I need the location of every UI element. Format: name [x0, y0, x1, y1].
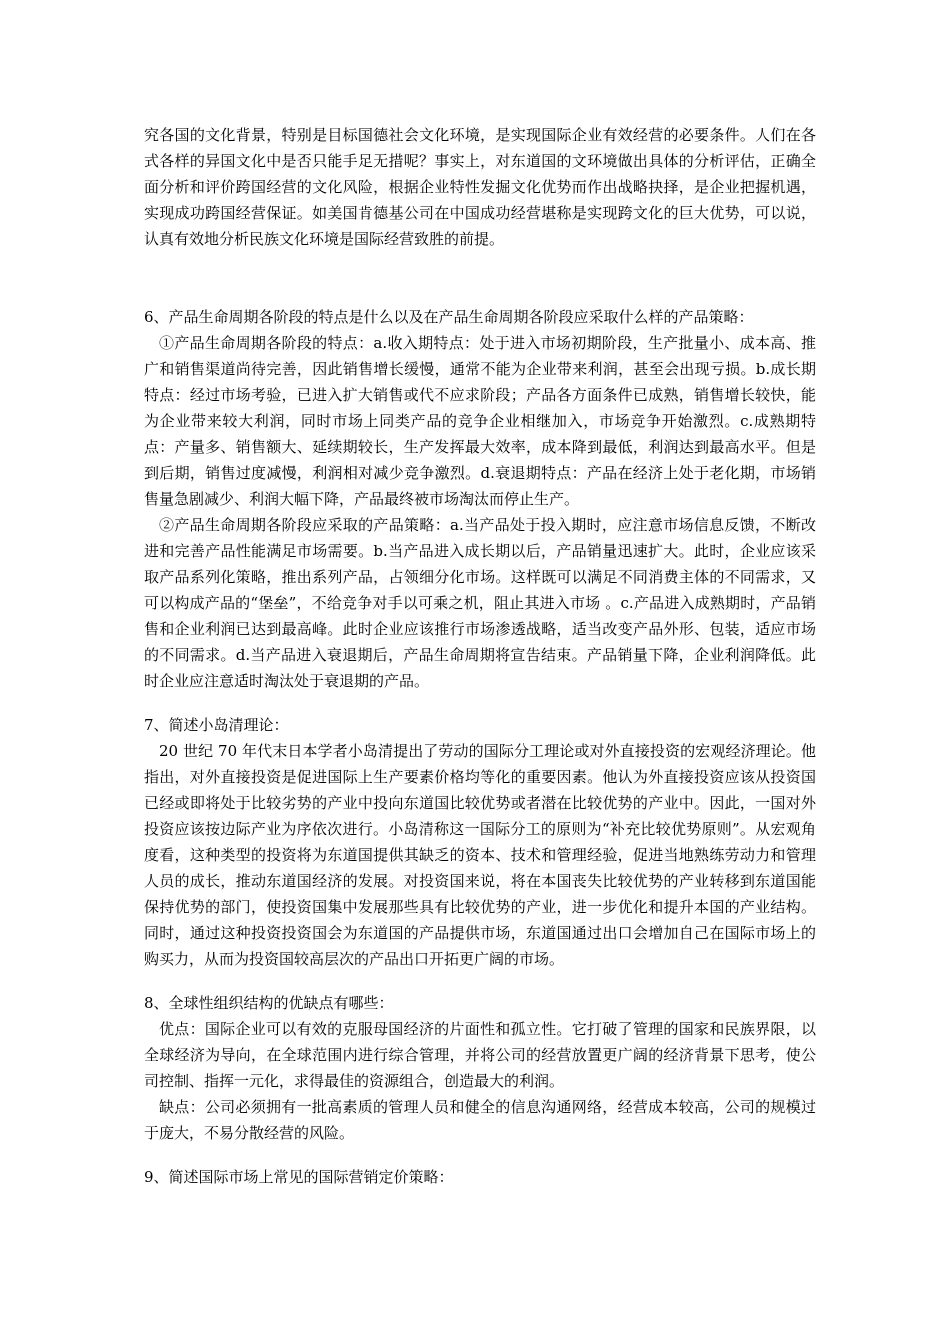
section-spacer: [144, 694, 816, 712]
question-6-part-2: ②产品生命周期各阶段应采取的产品策略：a.当产品处于投入期时，应注意市场信息反馈，不断改进和完善产品性能满足市场需要。b.当产品进入成长期以后，产品销量迅速扩大。此时，企业应该采取产品系列化策略，推出系列产品，占领细分化市场。这样既可以满足不同消费主体的不同需求，又可以构成产品的“堡垒”，不给竞争对手以可乘之机，阻止其进入市场 。c.产品进入成熟期时，产品销售和企业利润已达到最高峰。此时企业应该推行市场渗透战略，适当改变产品外形、包装，适应市场的不同需求。d.当产品进入衰退期后，产品生命周期将宣告结束。产品销量下降，企业利润降低。此时企业应注意适时淘汰处于衰退期的产品。: [144, 516, 816, 690]
intro-paragraph: 究各国的文化背景，特别是目标国德社会文化环境，是实现国际企业有效经营的必要条件。人们在各式各样的异国文化中是否只能手足无措呢？事实上，对东道国的文环境做出具体的分析评估，正确全面分析和评价跨国经营的文化风险，根据企业特性发掘文化优势而作出战略抉择，是企业把握机遇，实现成功跨国经营保证。如美国肯德基公司在中国成功经营堪称是实现跨文化的巨大优势，可以说，认真有效地分析民族文化环境是国际经营致胜的前提。: [144, 126, 816, 248]
document-body: [144, 122, 816, 1190]
question-7-section: [144, 712, 816, 972]
question-9-section: [144, 1164, 816, 1190]
question-8-pros: 优点：国际企业可以有效的克服母国经济的片面性和孤立性。它打破了管理的国家和民族界限，以全球经济为导向，在全球范围内进行综合管理，并将公司的经营放置更广阔的经济背景下思考，使公司控制、指挥一元化，求得最佳的资源组合，创造最大的利润。: [144, 1020, 816, 1090]
question-8-section: [144, 990, 816, 1146]
question-6-part-1: ①产品生命周期各阶段的特点：a.收入期特点：处于进入市场初期阶段，生产批量小、成本高、推广和销售渠道尚待完善，因此销售增长缓慢，通常不能为企业带来利润，甚至会出现亏损。b.成长期特点：经过市场考验，已进入扩大销售或代不应求阶段；产品各方面条件已成熟，销售增长较快，能为企业带来较大利润，同时市场上同类产品的竞争企业相继加入，市场竞争开始激烈。c.成熟期特点：产量多、销售额大、延续期较长，生产发挥最大效率，成本降到最低，利润达到最高水平。但是到后期，销售过度减慢，利润相对减少竞争激烈。d.衰退期特点：产品在经济上处于老化期，市场销售量急剧减少、利润大幅下降，产品最终被市场淘汰而停止生产。: [144, 334, 816, 508]
question-8-cons: 缺点：公司必须拥有一批高素质的管理人员和健全的信息沟通网络，经营成本较高，公司的规模过于庞大，不易分散经营的风险。: [144, 1098, 816, 1142]
section-spacer: [144, 252, 816, 304]
question-6-section: [144, 304, 816, 694]
section-spacer: [144, 972, 816, 990]
question-7-heading: 7、简述小岛清理论：: [144, 716, 289, 734]
question-6-heading: 6、产品生命周期各阶段的特点是什么以及在产品生命周期各阶段应采取什么样的产品策略：: [144, 308, 754, 326]
section-spacer: [144, 1146, 816, 1164]
question-7-body: 20 世纪 70 年代末日本学者小岛清提出了劳动的国际分工理论或对外直接投资的宏观经济理论。他指出，对外直接投资是促进国际上生产要素价格均等化的重要因素。他认为外直接投资应该从投资国已经或即将处于比较劣势的产业中投向东道国比较优势或者潜在比较优势的产业中。因此，一国对外投资应该按边际产业为序依次进行。小岛清称这一国际分工的原则为“补充比较优势原则”。从宏观角度看，这种类型的投资将为东道国提供其缺乏的资本、技术和管理经验，促进当地熟练劳动力和管理人员的成长，推动东道国经济的发展。对投资国来说，将在本国丧失比较优势的产业转移到东道国能保持优势的部门，使投资国集中发展那些具有比较优势的产业，进一步优化和提升本国的产业结构。同时，通过这种投资投资国会为东道国的产品提供市场，东道国通过出口会增加自己在国际市场上的购买力，从而为投资国较高层次的产品出口开拓更广阔的市场。: [144, 742, 816, 968]
question-8-heading: 8、全球性组织结构的优缺点有哪些：: [144, 994, 394, 1012]
question-9-heading: 9、简述国际市场上常见的国际营销定价策略：: [144, 1168, 454, 1186]
